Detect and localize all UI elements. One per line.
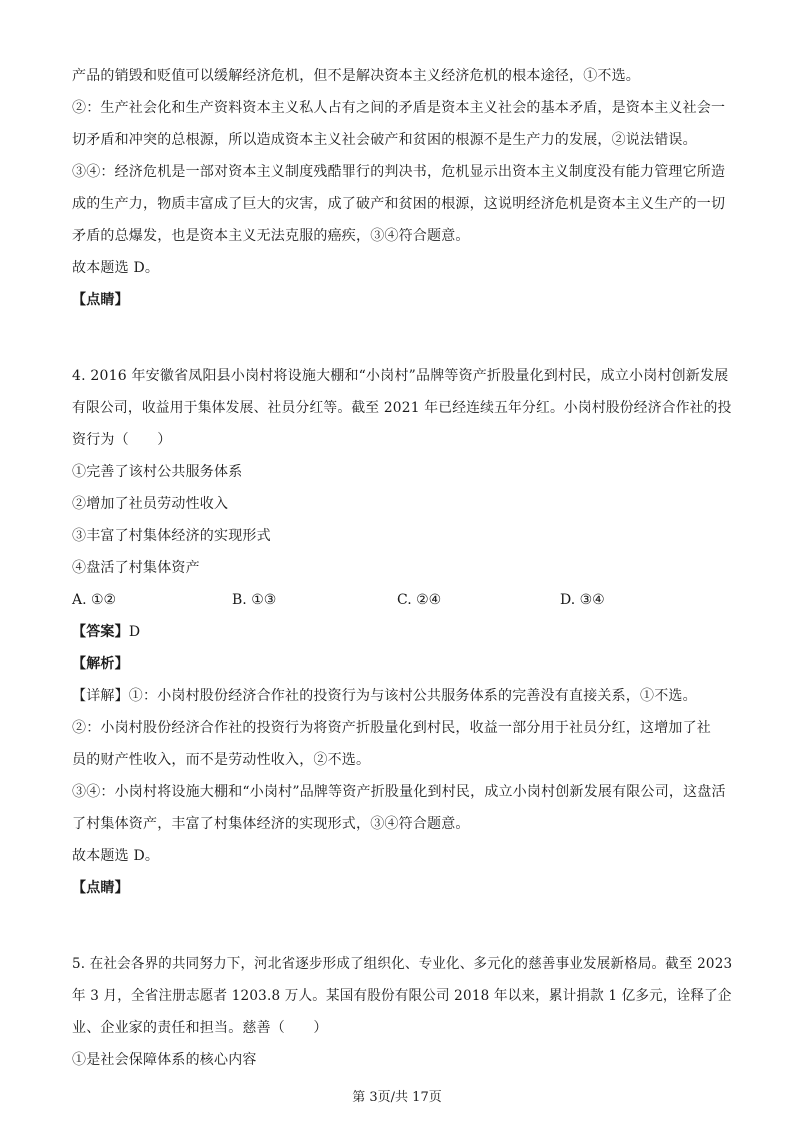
q4-conclusion: 故本题选 D。 [72,848,160,864]
q4-detail-line-1: 【详解】①：小岗村股份经济合作社的投资行为与该村公共服务体系的完善没有直接关系，①不选。 [72,688,697,704]
q4-detail-line-5: 了村集体资产，丰富了村集体经济的实现形式，③④符合题意。 [72,816,470,832]
q4-dianjing-heading: 【点睛】 [72,880,129,896]
q4-option-d: D. ③④ [560,592,605,608]
q4-option-c: C. ②④ [397,592,442,608]
q4-detail-line-4: ③④：小岗村将设施大棚和“小岗村”品牌等资产折股量化到村民，成立小岗村创新发展有限公司，这盘活 [72,784,726,800]
q4-statement-2: ②增加了社员劳动性收入 [72,496,229,512]
q4-option-a: A. ①② [72,592,117,608]
q4-jiexi-heading: 【解析】 [72,656,129,672]
q5-stem-line-1: 5. 在社会各界的共同努力下，河北省逐步形成了组织化、专业化、多元化的慈善事业发展新格局。截至 2023 [72,956,733,972]
prev-analysis-line-2: ②：生产社会化和生产资料资本主义私人占有之间的矛盾是资本主义社会的基本矛盾，是资本主义社会一 [72,100,726,116]
q4-stem-line-1: 4. 2016 年安徽省凤阳县小岗村将设施大棚和“小岗村”品牌等资产折股量化到村民，成立小岗村创新发展 [72,368,729,384]
prev-conclusion: 故本题选 D。 [72,260,160,276]
q4-statement-3: ③丰富了村集体经济的实现形式 [72,528,271,544]
q4-stem-line-3: 资行为（ ） [72,432,172,448]
prev-dianjing-heading: 【点睛】 [72,292,129,308]
q4-answer-value: D [128,624,141,640]
page-footer: 第 3页/共 17页 [352,1090,442,1105]
q4-answer-tag: 【答案】 [72,624,129,640]
q5-statement-1: ①是社会保障体系的核心内容 [72,1052,257,1068]
q5-stem-line-2: 年 3 月，全省注册志愿者 1203.8 万人。某国有股份有限公司 2018 年以来，累计捐款 1 亿多元，诠释了企 [72,988,732,1004]
q4-detail-line-3: 员的财产性收入，而不是劳动性收入，②不选。 [72,752,371,768]
q4-statement-1: ①完善了该村公共服务体系 [72,464,243,480]
prev-analysis-line-1: 产品的销毁和贬值可以缓解经济危机，但不是解决资本主义经济危机的根本途径，①不选。 [72,68,640,84]
q4-statement-4: ④盘活了村集体资产 [72,560,200,576]
q5-stem-line-3: 业、企业家的责任和担当。慈善（ ） [72,1020,328,1036]
q4-detail-line-2: ②：小岗村股份经济合作社的投资行为将资产折股量化到村民，收益一部分用于社员分红，这增加了社 [72,720,711,736]
q4-answer [72,622,732,642]
prev-analysis-line-6: 矛盾的总爆发，也是资本主义无法克服的癌疾，③④符合题意。 [72,228,470,244]
prev-analysis-line-4: ③④：经济危机是一部对资本主义制度残酷罪行的判决书，危机显示出资本主义制度没有能力管理它所造 [72,164,726,180]
prev-analysis-line-3: 切矛盾和冲突的总根源，所以造成资本主义社会破产和贫困的根源不是生产力的发展，②说法错误。 [72,132,697,148]
q4-option-b: B. ①③ [232,592,277,608]
prev-analysis-line-5: 成的生产力，物质丰富成了巨大的灾害，成了破产和贫困的根源，这说明经济危机是资本主义生产的一切 [72,196,726,212]
q4-stem-line-2: 有限公司，收益用于集体发展、社员分红等。截至 2021 年已经连续五年分红。小岗村股份经济合作社的投 [72,400,732,416]
